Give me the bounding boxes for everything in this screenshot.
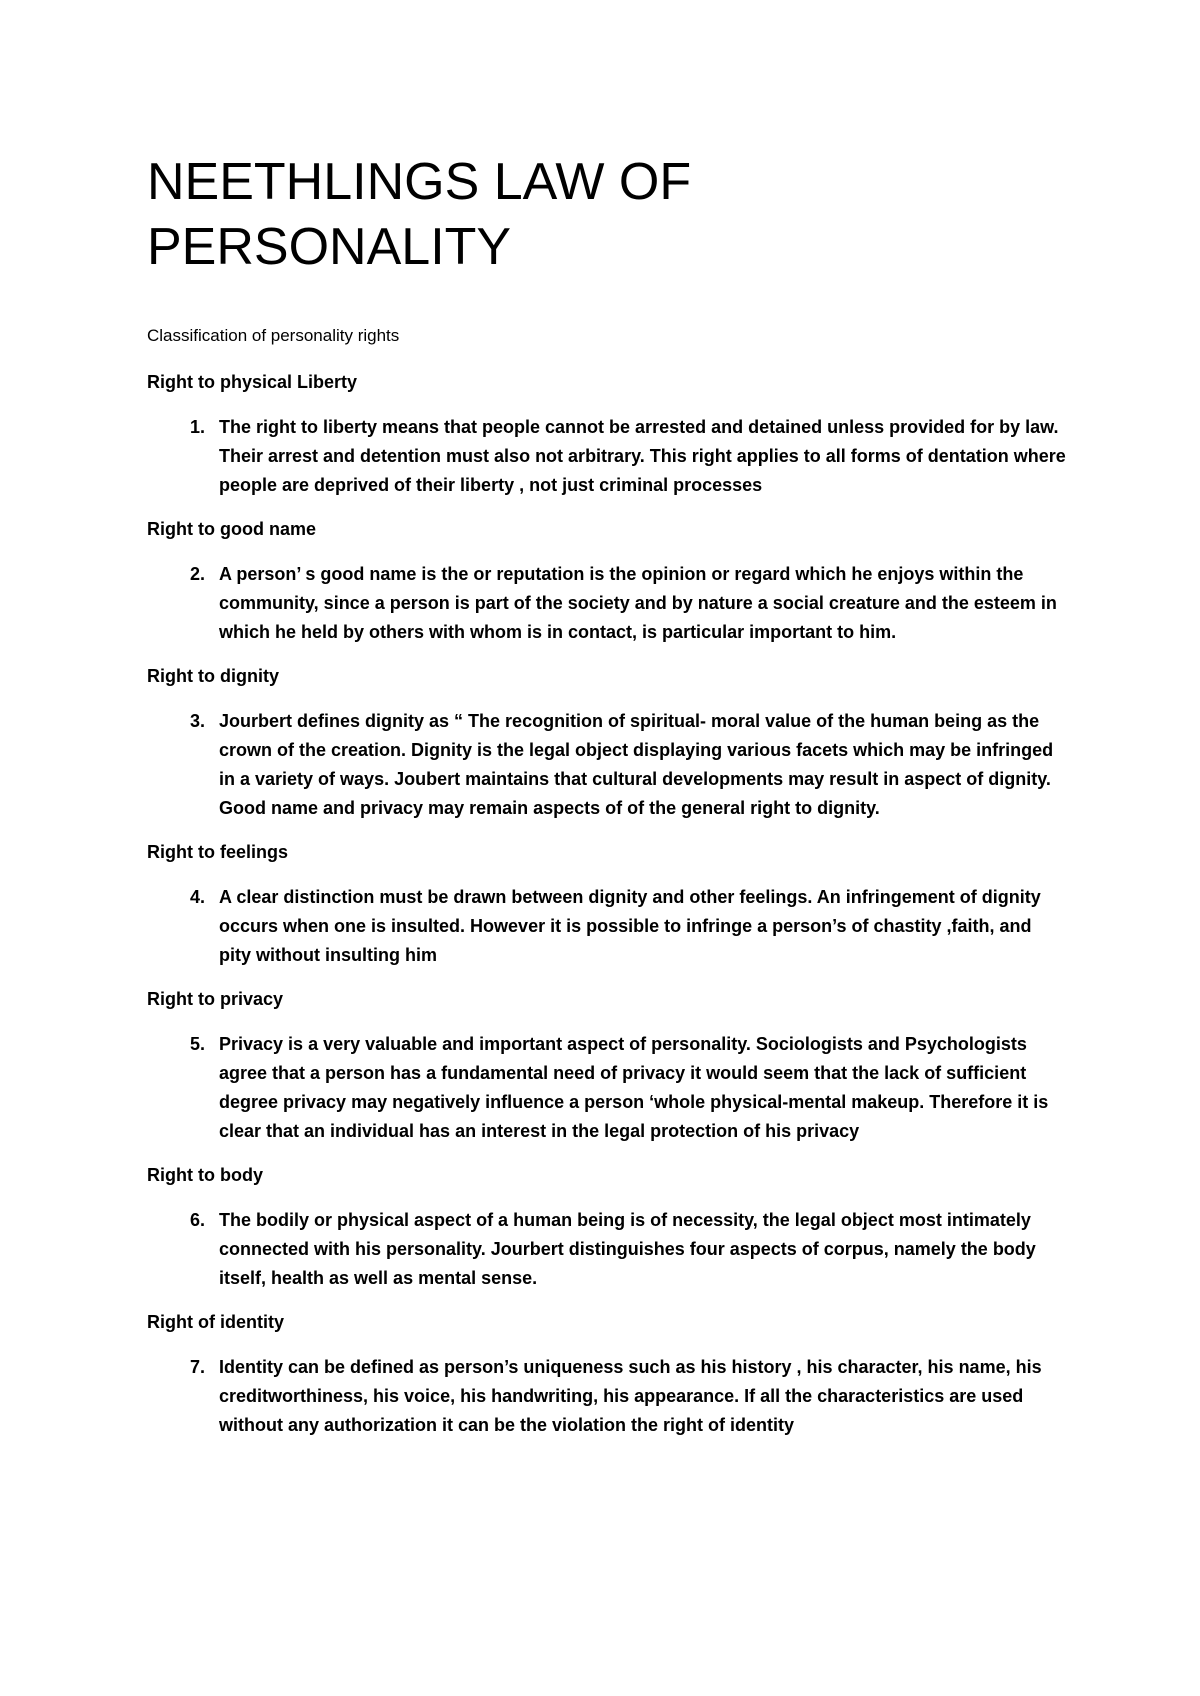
list-item bbox=[147, 1206, 1067, 1293]
section-identity bbox=[147, 1310, 1067, 1440]
list-item-text: Privacy is a very valuable and important aspect of personality. Sociologists and Psychologists agree that a person has a fundamental need of privacy it would seem that the lack of sufficient degree privacy may negatively influence a person ‘whole physical-mental makeup. Therefore it is clear that an individual has an interest in the legal protection of his privacy bbox=[219, 1034, 1049, 1141]
list-item-text: A clear distinction must be drawn between dignity and other feelings. An infringement of dignity occurs when one is insulted. However it is possible to infringe a person’s of chastity ,faith, and pity without insulting him bbox=[219, 887, 1041, 965]
list-item bbox=[147, 413, 1067, 500]
section-heading: Right to feelings bbox=[147, 842, 288, 862]
list-item bbox=[147, 560, 1067, 647]
list-item-text: A person’ s good name is the or reputation is the opinion or regard which he enjoys within the community, since a person is part of the society and by nature a social creature and the esteem in which he held by others with whom is in contact, is particular important to him. bbox=[219, 564, 1057, 642]
list-item bbox=[147, 883, 1067, 970]
list-number: 6. bbox=[189, 1210, 205, 1230]
section-heading: Right to privacy bbox=[147, 989, 284, 1009]
list-number: 1. bbox=[189, 417, 205, 437]
list-number: 2. bbox=[189, 564, 205, 584]
list-item-text: Jourbert defines dignity as “ The recognition of spiritual- moral value of the human being as the crown of the creation. Dignity is the legal object displaying various facets which may be infringed in a variety of ways. Joubert maintains that cultural developments may result in aspect of dignity. Good name and privacy may remain aspects of of the general right to dignity. bbox=[219, 711, 1054, 818]
list-item bbox=[147, 1030, 1067, 1146]
section-heading: Right to dignity bbox=[147, 666, 279, 686]
section-physical-liberty bbox=[147, 370, 1067, 500]
list-item bbox=[147, 707, 1067, 823]
document-title bbox=[147, 150, 1067, 280]
document-subtitle: Classification of personality rights bbox=[147, 326, 400, 345]
document-page bbox=[147, 150, 1067, 1457]
list-item-text: The bodily or physical aspect of a human being is of necessity, the legal object most intimately connected with his personality. Jourbert distinguishes four aspects of corpus, namely the body itself, health as well as mental sense. bbox=[219, 1210, 1036, 1288]
section-good-name bbox=[147, 517, 1067, 647]
title-line-2: PERSONALITY bbox=[147, 218, 512, 276]
title-line-1: NEETHLINGS LAW OF bbox=[147, 153, 692, 211]
section-feelings bbox=[147, 840, 1067, 970]
list-number: 3. bbox=[189, 711, 205, 731]
section-heading: Right to body bbox=[147, 1165, 263, 1185]
list-number: 4. bbox=[189, 887, 205, 907]
section-heading: Right to good name bbox=[147, 519, 316, 539]
section-dignity bbox=[147, 664, 1067, 823]
list-number: 5. bbox=[189, 1034, 205, 1054]
list-item-text: Identity can be defined as person’s uniqueness such as his history , his character, his name, his creditworthiness, his voice, his handwriting, his appearance. If all the characteristics are used without any authorization it can be the violation the right of identity bbox=[219, 1357, 1042, 1435]
list-item-text: The right to liberty means that people cannot be arrested and detained unless provided for by law. Their arrest and detention must also not arbitrary. This right applies to all forms of dentation where people are deprived of their liberty , not just criminal processes bbox=[219, 417, 1066, 495]
list-item bbox=[147, 1353, 1067, 1440]
list-number: 7. bbox=[189, 1357, 205, 1377]
section-heading: Right of identity bbox=[147, 1312, 284, 1332]
section-heading: Right to physical Liberty bbox=[147, 372, 358, 392]
section-body bbox=[147, 1163, 1067, 1293]
section-privacy bbox=[147, 987, 1067, 1146]
